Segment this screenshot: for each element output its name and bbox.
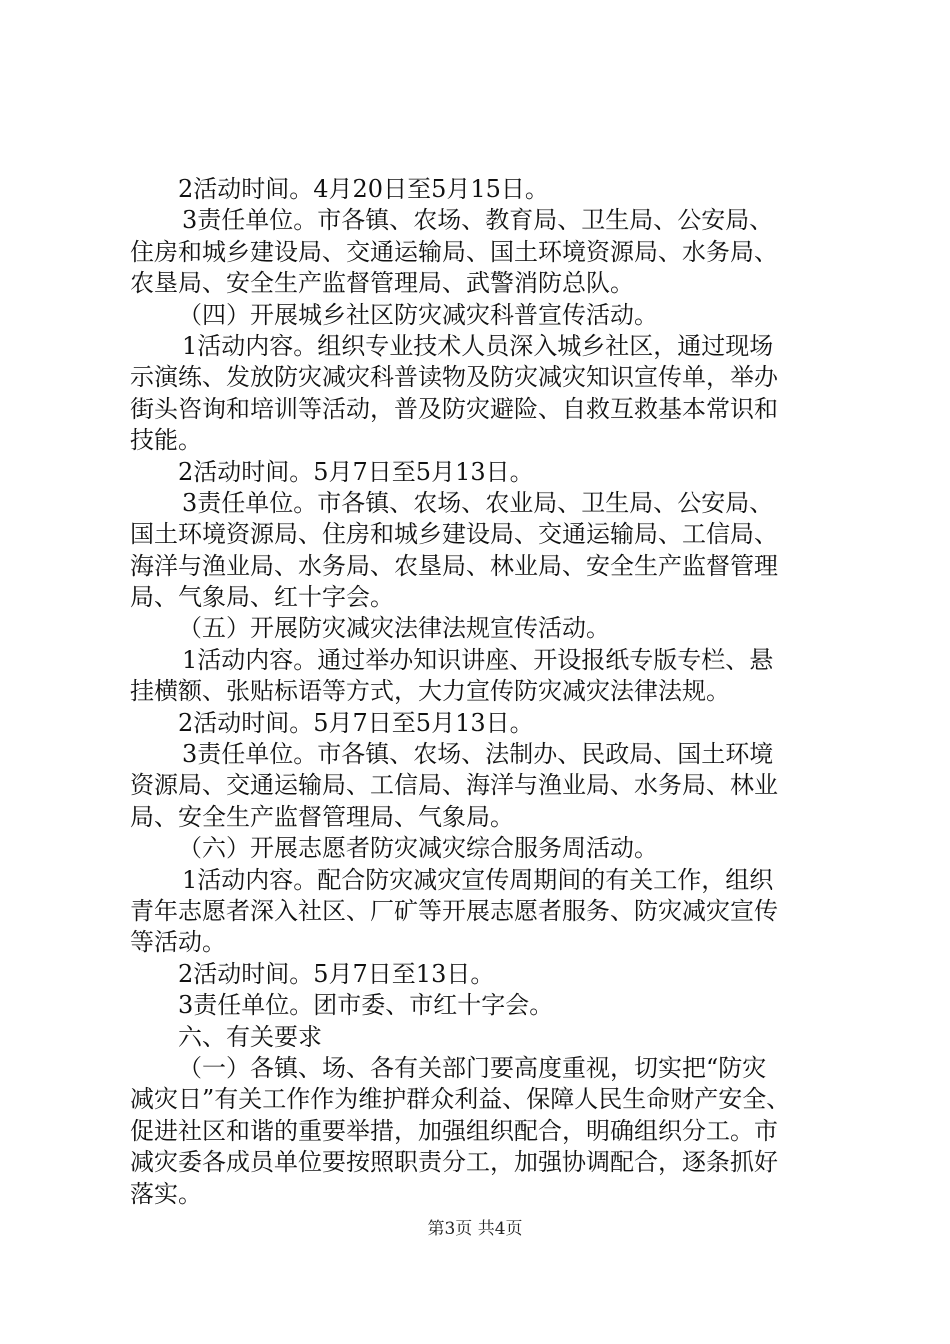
text-line: 技能。	[130, 426, 202, 455]
text-line: 海洋与渔业局、水务局、农垦局、林业局、安全生产监督管理	[130, 551, 778, 580]
text-line: （五）开展防灾减灾法律法规宣传活动。	[178, 614, 610, 643]
text-line: 减灾委各成员单位要按照职责分工，加强协调配合，逐条抓好	[130, 1148, 778, 1177]
text-line: 局、气象局、红十字会。	[130, 583, 394, 612]
text-line: 国土环境资源局、住房和城乡建设局、交通运输局、工信局、	[130, 520, 778, 549]
text-line: 3责任单位。市各镇、农场、法制办、民政局、国土环境	[182, 740, 774, 769]
text-line: 促进社区和谐的重要举措，加强组织配合，明确组织分工。市	[130, 1116, 778, 1145]
text-line: 2活动时间。5月7日至13日。	[178, 959, 495, 988]
text-line: 1活动内容。配合防灾减灾宣传周期间的有关工作，组织	[182, 865, 774, 894]
text-line: 资源局、交通运输局、工信局、海洋与渔业局、水务局、林业	[130, 771, 778, 800]
text-line: 六、有关要求	[178, 1022, 322, 1051]
page-footer: 第3页 共4页	[427, 1219, 523, 1239]
text-line: 2活动时间。5月7日至5月13日。	[178, 457, 534, 486]
text-line: 住房和城乡建设局、交通运输局、国土环境资源局、水务局、	[130, 237, 778, 266]
text-line: 落实。	[130, 1179, 202, 1208]
text-line: 街头咨询和培训等活动，普及防灾避险、自救互救基本常识和	[130, 394, 778, 423]
text-line: 3责任单位。团市委、市红十字会。	[178, 991, 554, 1020]
text-line: 1活动内容。通过举办知识讲座、开设报纸专版专栏、悬	[182, 645, 774, 674]
text-line: 1活动内容。组织专业技术人员深入城乡社区，通过现场	[182, 331, 774, 360]
text-line: 等活动。	[130, 928, 226, 957]
text-line: 3责任单位。市各镇、农场、农业局、卫生局、公安局、	[182, 488, 774, 517]
text-line: 局、安全生产监督管理局、气象局。	[130, 802, 514, 831]
document-body	[130, 174, 830, 1210]
text-line: 减灾日”有关工作作为维护群众利益、保障人民生命财产安全、	[130, 1085, 791, 1114]
text-line: 2活动时间。4月20日至5月15日。	[178, 175, 549, 203]
text-line: 3责任单位。市各镇、农场、教育局、卫生局、公安局、	[182, 206, 774, 235]
text-line: 2活动时间。5月7日至5月13日。	[178, 708, 534, 737]
text-line: （六）开展志愿者防灾减灾综合服务周活动。	[178, 834, 658, 863]
text-line: 示演练、发放防灾减灾科普读物及防灾减灾知识宣传单，举办	[130, 363, 778, 392]
text-line: （一）各镇、场、各有关部门要高度重视，切实把“防灾	[178, 1053, 767, 1082]
text-line: （四）开展城乡社区防灾减灾科普宣传活动。	[178, 300, 658, 329]
text-line: 农垦局、安全生产监督管理局、武警消防总队。	[130, 269, 634, 298]
text-line: 挂横额、张贴标语等方式，大力宣传防灾减灾法律法规。	[130, 677, 730, 706]
text-line: 青年志愿者深入社区、厂矿等开展志愿者服务、防灾减灾宣传	[130, 896, 778, 925]
